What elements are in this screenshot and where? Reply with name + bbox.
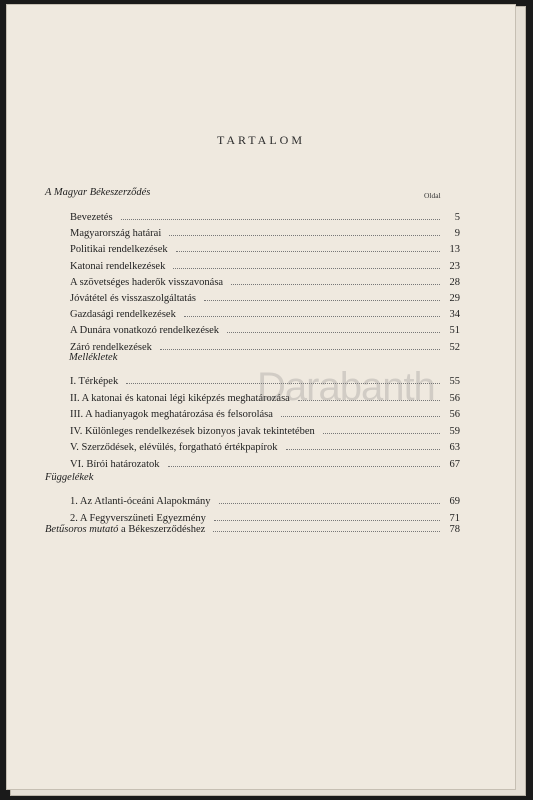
- dot-leader: [213, 530, 440, 532]
- toc-entry-page: 55: [449, 376, 460, 387]
- toc-entry-label: III. A hadianyagok meghatározása és felsorolása: [70, 409, 273, 421]
- toc-entry-label: I. Térképek: [70, 376, 119, 387]
- dot-leader: [231, 283, 440, 285]
- dot-leader: [219, 502, 440, 504]
- toc-entry-page: 23: [449, 260, 460, 272]
- toc-entry-label: Bevezetés: [70, 212, 113, 223]
- toc-entry-page: 52: [449, 341, 460, 353]
- toc-entry-label: VI. Bírói határozatok: [70, 459, 160, 470]
- toc-entry-page: 67: [449, 459, 460, 470]
- toc-entry: [70, 437, 460, 453]
- dot-leader: [121, 218, 440, 220]
- section-heading-main: A Magyar Békeszerződés: [45, 187, 151, 198]
- toc-entry-label: Betűsoros mutató a Békeszerződéshez: [45, 524, 206, 535]
- toc-entry-page: 51: [449, 325, 460, 337]
- dot-leader: [169, 234, 440, 236]
- toc-entry-page: 5: [454, 212, 460, 223]
- toc-entry: [70, 454, 460, 470]
- toc-entry-label: IV. Különleges rendelkezések bizonyos javak tekintetében: [70, 425, 315, 437]
- toc-entry: [70, 207, 460, 223]
- toc-entry: [70, 288, 460, 304]
- toc-entry: [70, 272, 460, 288]
- page-title: TARTALOM: [216, 133, 306, 147]
- toc-entry-index: [45, 519, 460, 535]
- toc-entry-label: Politikai rendelkezések: [70, 244, 168, 256]
- dot-leader: [323, 432, 440, 434]
- toc-entry-label: II. A katonai és katonai légi kiképzés meghatározása: [70, 392, 290, 404]
- toc-entry-label: Gazdasági rendelkezések: [70, 309, 176, 321]
- toc-entry-page: 13: [449, 244, 460, 256]
- toc-entry-label: 2. A Fegyverszüneti Egyezmény: [70, 512, 206, 524]
- toc-entry-label: V. Szerződések, elévülés, forgatható értékpapírok: [70, 442, 278, 454]
- toc-entry-label: A Dunára vonatkozó rendelkezések: [70, 325, 219, 337]
- dot-leader: [176, 250, 440, 252]
- toc-entry: [70, 337, 460, 353]
- dot-leader: [160, 348, 440, 350]
- toc-entry-page: 59: [449, 425, 460, 437]
- toc-entry-page: 63: [449, 442, 460, 454]
- toc-entry: [70, 304, 460, 320]
- toc-entry-page: 9: [454, 228, 460, 240]
- toc-entry-page: 34: [449, 309, 460, 321]
- dot-leader: [286, 448, 441, 450]
- toc-entry-label: Magyarország határai: [70, 228, 162, 240]
- dot-leader: [184, 315, 440, 317]
- toc-entry-label: Záró rendelkezések: [70, 341, 152, 353]
- toc-entry-label: Jóvátétel és visszaszolgáltatás: [70, 293, 196, 304]
- page-column-label: Oldal: [424, 191, 441, 200]
- toc-entry-page: 56: [449, 392, 460, 404]
- toc-entry-page: 78: [449, 524, 460, 535]
- toc-entry-page: 28: [449, 276, 460, 288]
- toc-entry: [70, 223, 460, 239]
- toc-entry-label: Katonai rendelkezések: [70, 260, 166, 272]
- toc-entry-page: 29: [449, 293, 460, 304]
- dot-leader: [204, 299, 440, 301]
- toc-entry-page: 56: [449, 409, 460, 421]
- toc-entry: [70, 320, 460, 336]
- dot-leader: [281, 415, 440, 417]
- toc-entry-label: A szövetséges haderők visszavonása: [70, 276, 224, 288]
- dot-leader: [227, 331, 440, 333]
- toc-entry: [70, 256, 460, 272]
- section-heading-mellekletek: Mellékletek: [69, 352, 118, 363]
- toc-entry: [70, 491, 460, 507]
- section-heading-fuggelekek: Függelékek: [45, 472, 94, 483]
- toc-entry: [70, 239, 460, 255]
- dot-leader: [173, 267, 440, 269]
- toc-entry-page: 69: [449, 496, 460, 507]
- dot-leader: [168, 465, 440, 467]
- toc-entry: [70, 421, 460, 437]
- toc-entry-label: 1. Az Atlanti-óceáni Alapokmány: [70, 496, 211, 507]
- watermark: Darabanth: [257, 365, 435, 409]
- toc-entry-page: 71: [449, 512, 460, 524]
- document-page: [6, 4, 516, 790]
